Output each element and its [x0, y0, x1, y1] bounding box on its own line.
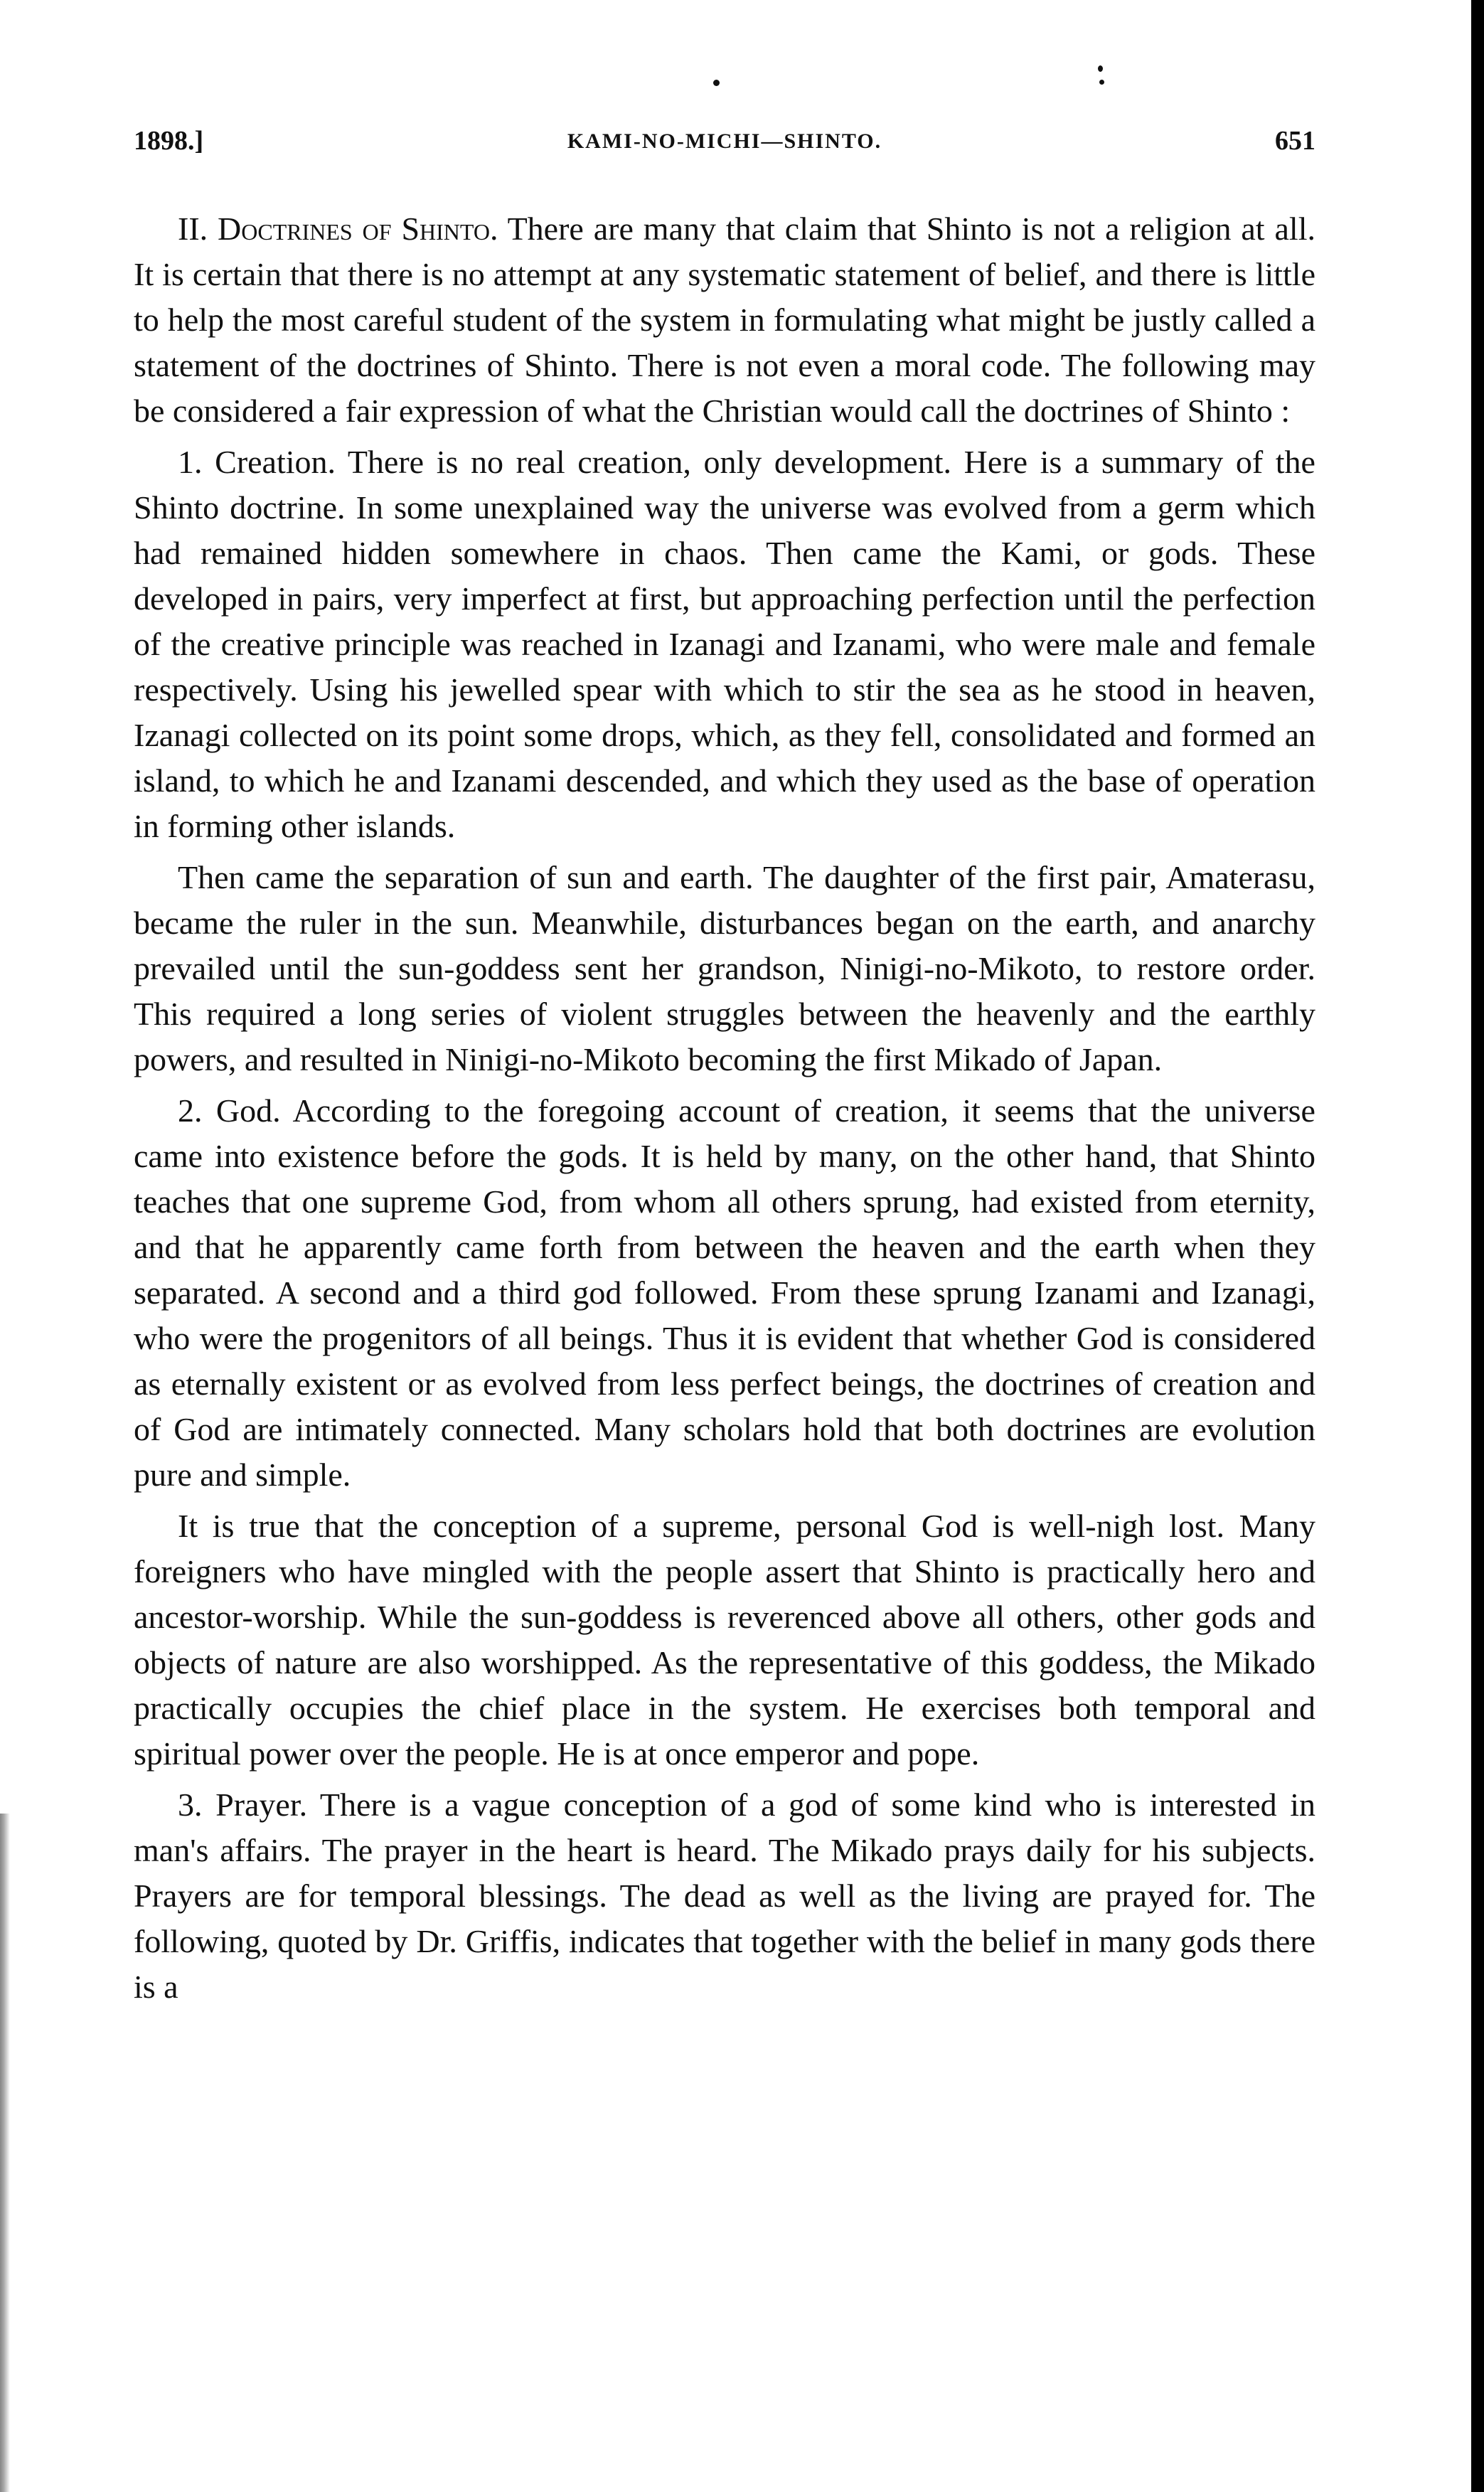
scan-speck — [713, 80, 720, 86]
page-body — [134, 206, 1315, 2016]
scan-edge-left-shadow — [0, 1814, 10, 2492]
paragraph-creation — [134, 440, 1315, 849]
paragraph-separation — [134, 855, 1315, 1082]
header-title: KAMI-NO-MICHI—SHINTO. — [567, 129, 882, 153]
paragraph-text: There is a vague conception of a god of some kind who is interested in man's affairs. The prayer in the heart is heard. The Mikado prays daily for his subjects. Prayers are for temporal blessings. The dead as well as the living are prayed for. The following, quoted by Dr. Griffis, indicates that together with the belief in many gods there is a — [134, 1787, 1316, 2005]
scan-edge-right — [1471, 0, 1484, 2492]
paragraph-prayer — [134, 1782, 1315, 2010]
paragraph-text: There is no real creation, only development. Here is a summary of the Shinto doctrine. In some unexplained way the universe was evolved from a germ which had remained hidden somewhere in chaos. Then came the Kami, or gods. These developed in pairs, very imperfect at first, but approaching perfection until the perfection of the creative principle was reached in Izanagi and Izanami, who were male and female respectively. Using his jewelled spear with which to stir the sea as he stood in heaven, Izanagi collected on its point some drops, which, as they fell, consolidated and formed an island, to which he and Izanami descended, and which they used as the base of operation in forming other islands. — [134, 444, 1315, 844]
page-number: 651 — [1275, 126, 1315, 156]
subsection-heading: 1. Creation. — [178, 444, 336, 480]
paragraph-god — [134, 1088, 1315, 1498]
paragraph-text: According to the foregoing account of creation, it seems that the universe came into existence before the gods. It is held by many, on the other hand, that Shinto teaches that one supreme God, from whom all others sprung, had existed from eternity, and that he apparently came forth from between the heaven and the earth when they separated. A second and a third god followed. From these sprung Izanami and Izanagi, who were the progenitors of all beings. Thus it is evident that whether God is considered as eternally existent or as evolved from less perfect beings, the doctrines of creation and of God are intimately connected. Many scholars hold that both doctrines are evolution pure and simple. — [134, 1092, 1315, 1493]
paragraph-text: It is true that the conception of a supreme, personal God is well-nigh lost. Many foreigners who have mingled with the people assert that Shinto is practically hero and ancestor-worship. While the sun-goddess is reverenced above all others, other gods and objects of nature are also worshipped. As the representative of this goddess, the Mikado practically occupies the chief place in the system. He exercises both temporal and spiritual power over the people. He is at once emperor and pope. — [134, 1508, 1315, 1772]
section-heading: II. Doctrines of Shinto. — [178, 211, 498, 247]
subsection-heading: 3. Prayer. — [178, 1787, 308, 1823]
paragraph-personal-god — [134, 1503, 1315, 1777]
scan-speck — [1099, 80, 1104, 85]
header-year: 1898.] — [134, 126, 204, 156]
paragraph-text: Then came the separation of sun and earth. The daughter of the first pair, Amaterasu, became the ruler in the sun. Meanwhile, disturbances began on the earth, and anarchy prevailed until the sun-goddess sent her grandson, Ninigi-no-Mikoto, to restore order. This required a long series of violent struggles between the heavenly and the earthly powers, and resulted in Ninigi-no-Mikoto becoming the first Mikado of Japan. — [134, 859, 1315, 1077]
scan-speck — [1098, 65, 1103, 72]
paragraph-doctrines — [134, 206, 1315, 434]
paragraph-text: There are many that claim that Shinto is not a religion at all. It is certain that there is no attempt at any systematic statement of belief, and there is little to help the most careful student of the system in formulating what might be justly called a statement of the doctrines of Shinto. There is not even a moral code. The following may be considered a fair expression of what the Christian would call the doctrines of Shinto : — [134, 211, 1315, 429]
running-header — [134, 125, 1315, 168]
subsection-heading: 2. God. — [178, 1092, 281, 1129]
